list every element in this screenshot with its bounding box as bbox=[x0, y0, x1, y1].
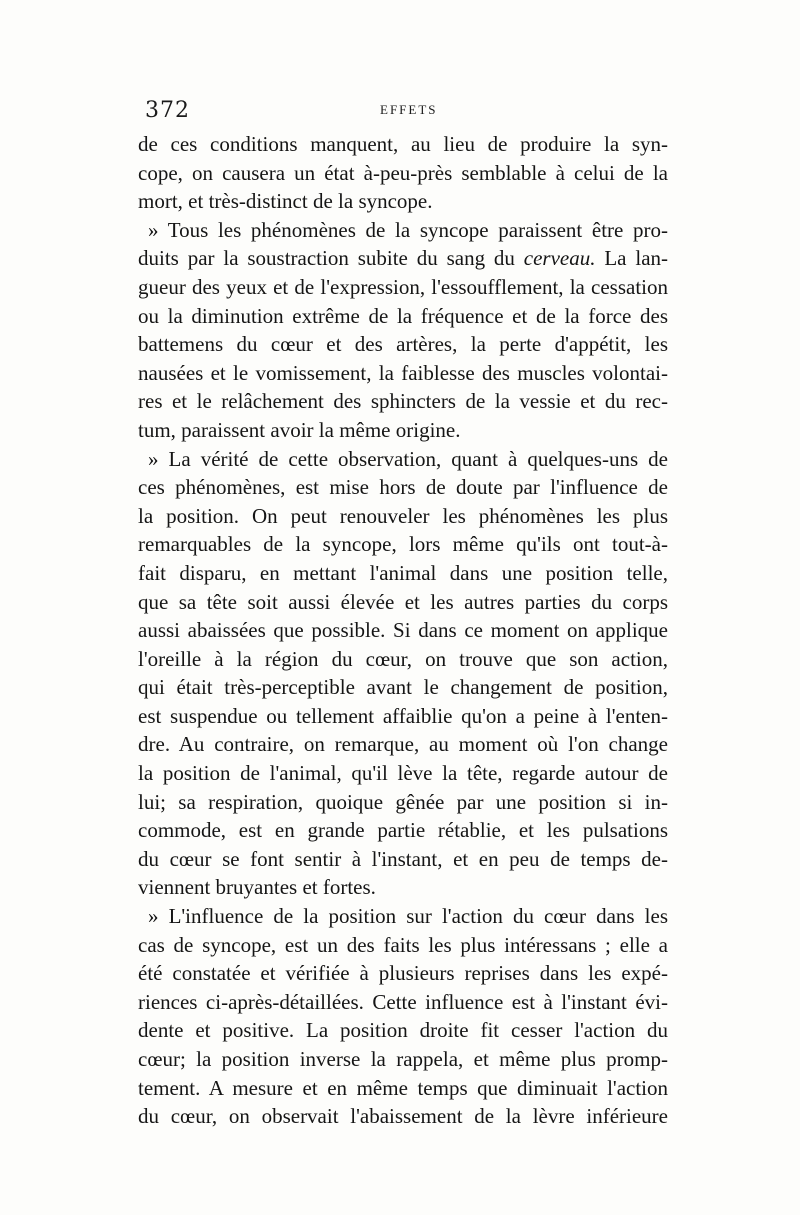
text-line: dente et positive. La position droite fit cesser l'action du bbox=[138, 1018, 668, 1043]
text-line: commode, est en grande partie rétablie, et les pulsations bbox=[138, 818, 668, 843]
emphasis-word: cerveau. bbox=[523, 246, 596, 271]
text-line: fait disparu, en mettant l'animal dans une position telle, bbox=[138, 560, 668, 585]
text-line: cœur; la position inverse la rappela, et même plus promp- bbox=[138, 1047, 668, 1071]
text-line: cas de syncope, est un des faits les plus intéressans ; elle a bbox=[138, 932, 668, 957]
text-segment: duits par la soustraction subite du sang du bbox=[138, 246, 524, 271]
text-line: aussi abaissées que possible. Si dans ce moment on applique bbox=[138, 618, 668, 643]
text-line: » L'influence de la position sur l'action du cœur dans les bbox=[148, 904, 668, 929]
text-line: la position de l'animal, qu'il lève la tête, regarde autour de bbox=[138, 761, 668, 786]
text-line: de ces conditions manquent, au lieu de produire la syn- bbox=[138, 132, 668, 156]
text-line: dre. Au contraire, on remarque, au moment où l'on change bbox=[138, 732, 668, 757]
running-head bbox=[145, 98, 665, 126]
text-line: remarquables de la syncope, lors même qu'ils ont tout-à- bbox=[138, 532, 668, 557]
text-line: ces phénomènes, est mise hors de doute par l'influence de bbox=[138, 475, 668, 500]
text-line: du cœur se font sentir à l'instant, et en peu de temps de- bbox=[138, 846, 668, 871]
text-line: qui était très-perceptible avant le changement de position, bbox=[138, 675, 668, 700]
text-line: viennent bruyantes et fortes. bbox=[138, 875, 376, 900]
text-line: tement. A mesure et en même temps que diminuait l'action bbox=[138, 1075, 668, 1100]
text-line: été constatée et vérifiée à plusieurs reprises dans les expé- bbox=[138, 961, 668, 986]
text-segment: La lan- bbox=[595, 246, 669, 271]
body-text bbox=[138, 130, 668, 1131]
text-line: cope, on causera un état à-peu-près semblable à celui de la bbox=[138, 160, 668, 185]
text-line: » La vérité de cette observation, quant à quelques-uns de bbox=[148, 446, 668, 471]
text-line: lui; sa respiration, quoique gênée par une position si in- bbox=[138, 789, 668, 814]
text-line: est suspendue ou tellement affaiblie qu'on a peine à l'enten- bbox=[138, 703, 668, 728]
text-line: res et le relâchement des sphincters de la vessie et du rec- bbox=[138, 389, 668, 414]
text-line: nausées et le vomissement, la faiblesse des muscles volontai- bbox=[138, 360, 668, 385]
text-line: mort, et très-distinct de la syncope. bbox=[138, 189, 433, 214]
page-number: 372 bbox=[145, 98, 190, 123]
text-line: tum, paraissent avoir la même origine. bbox=[138, 417, 461, 442]
text-line: la position. On peut renouveler les phénomènes les plus bbox=[138, 503, 668, 528]
text-line: gueur des yeux et de l'expression, l'essoufflement, la cessation bbox=[138, 274, 668, 299]
text-line: que sa tête soit aussi élevée et les autres parties du corps bbox=[138, 589, 668, 614]
running-title: EFFETS bbox=[380, 102, 438, 117]
text-line: l'oreille à la région du cœur, on trouve que son action, bbox=[138, 646, 668, 671]
text-line-with-emphasis bbox=[138, 244, 668, 273]
text-line: » Tous les phénomènes de la syncope paraissent être pro- bbox=[148, 217, 668, 242]
text-line: du cœur, on observait l'abaissement de la lèvre inférieure bbox=[138, 1104, 668, 1129]
text-line: riences ci-après-détaillées. Cette influence est à l'instant évi- bbox=[138, 989, 668, 1014]
text-line: battemens du cœur et des artères, la perte d'appétit, les bbox=[138, 332, 668, 357]
text-line: ou la diminution extrême de la fréquence et de la force des bbox=[138, 303, 668, 328]
